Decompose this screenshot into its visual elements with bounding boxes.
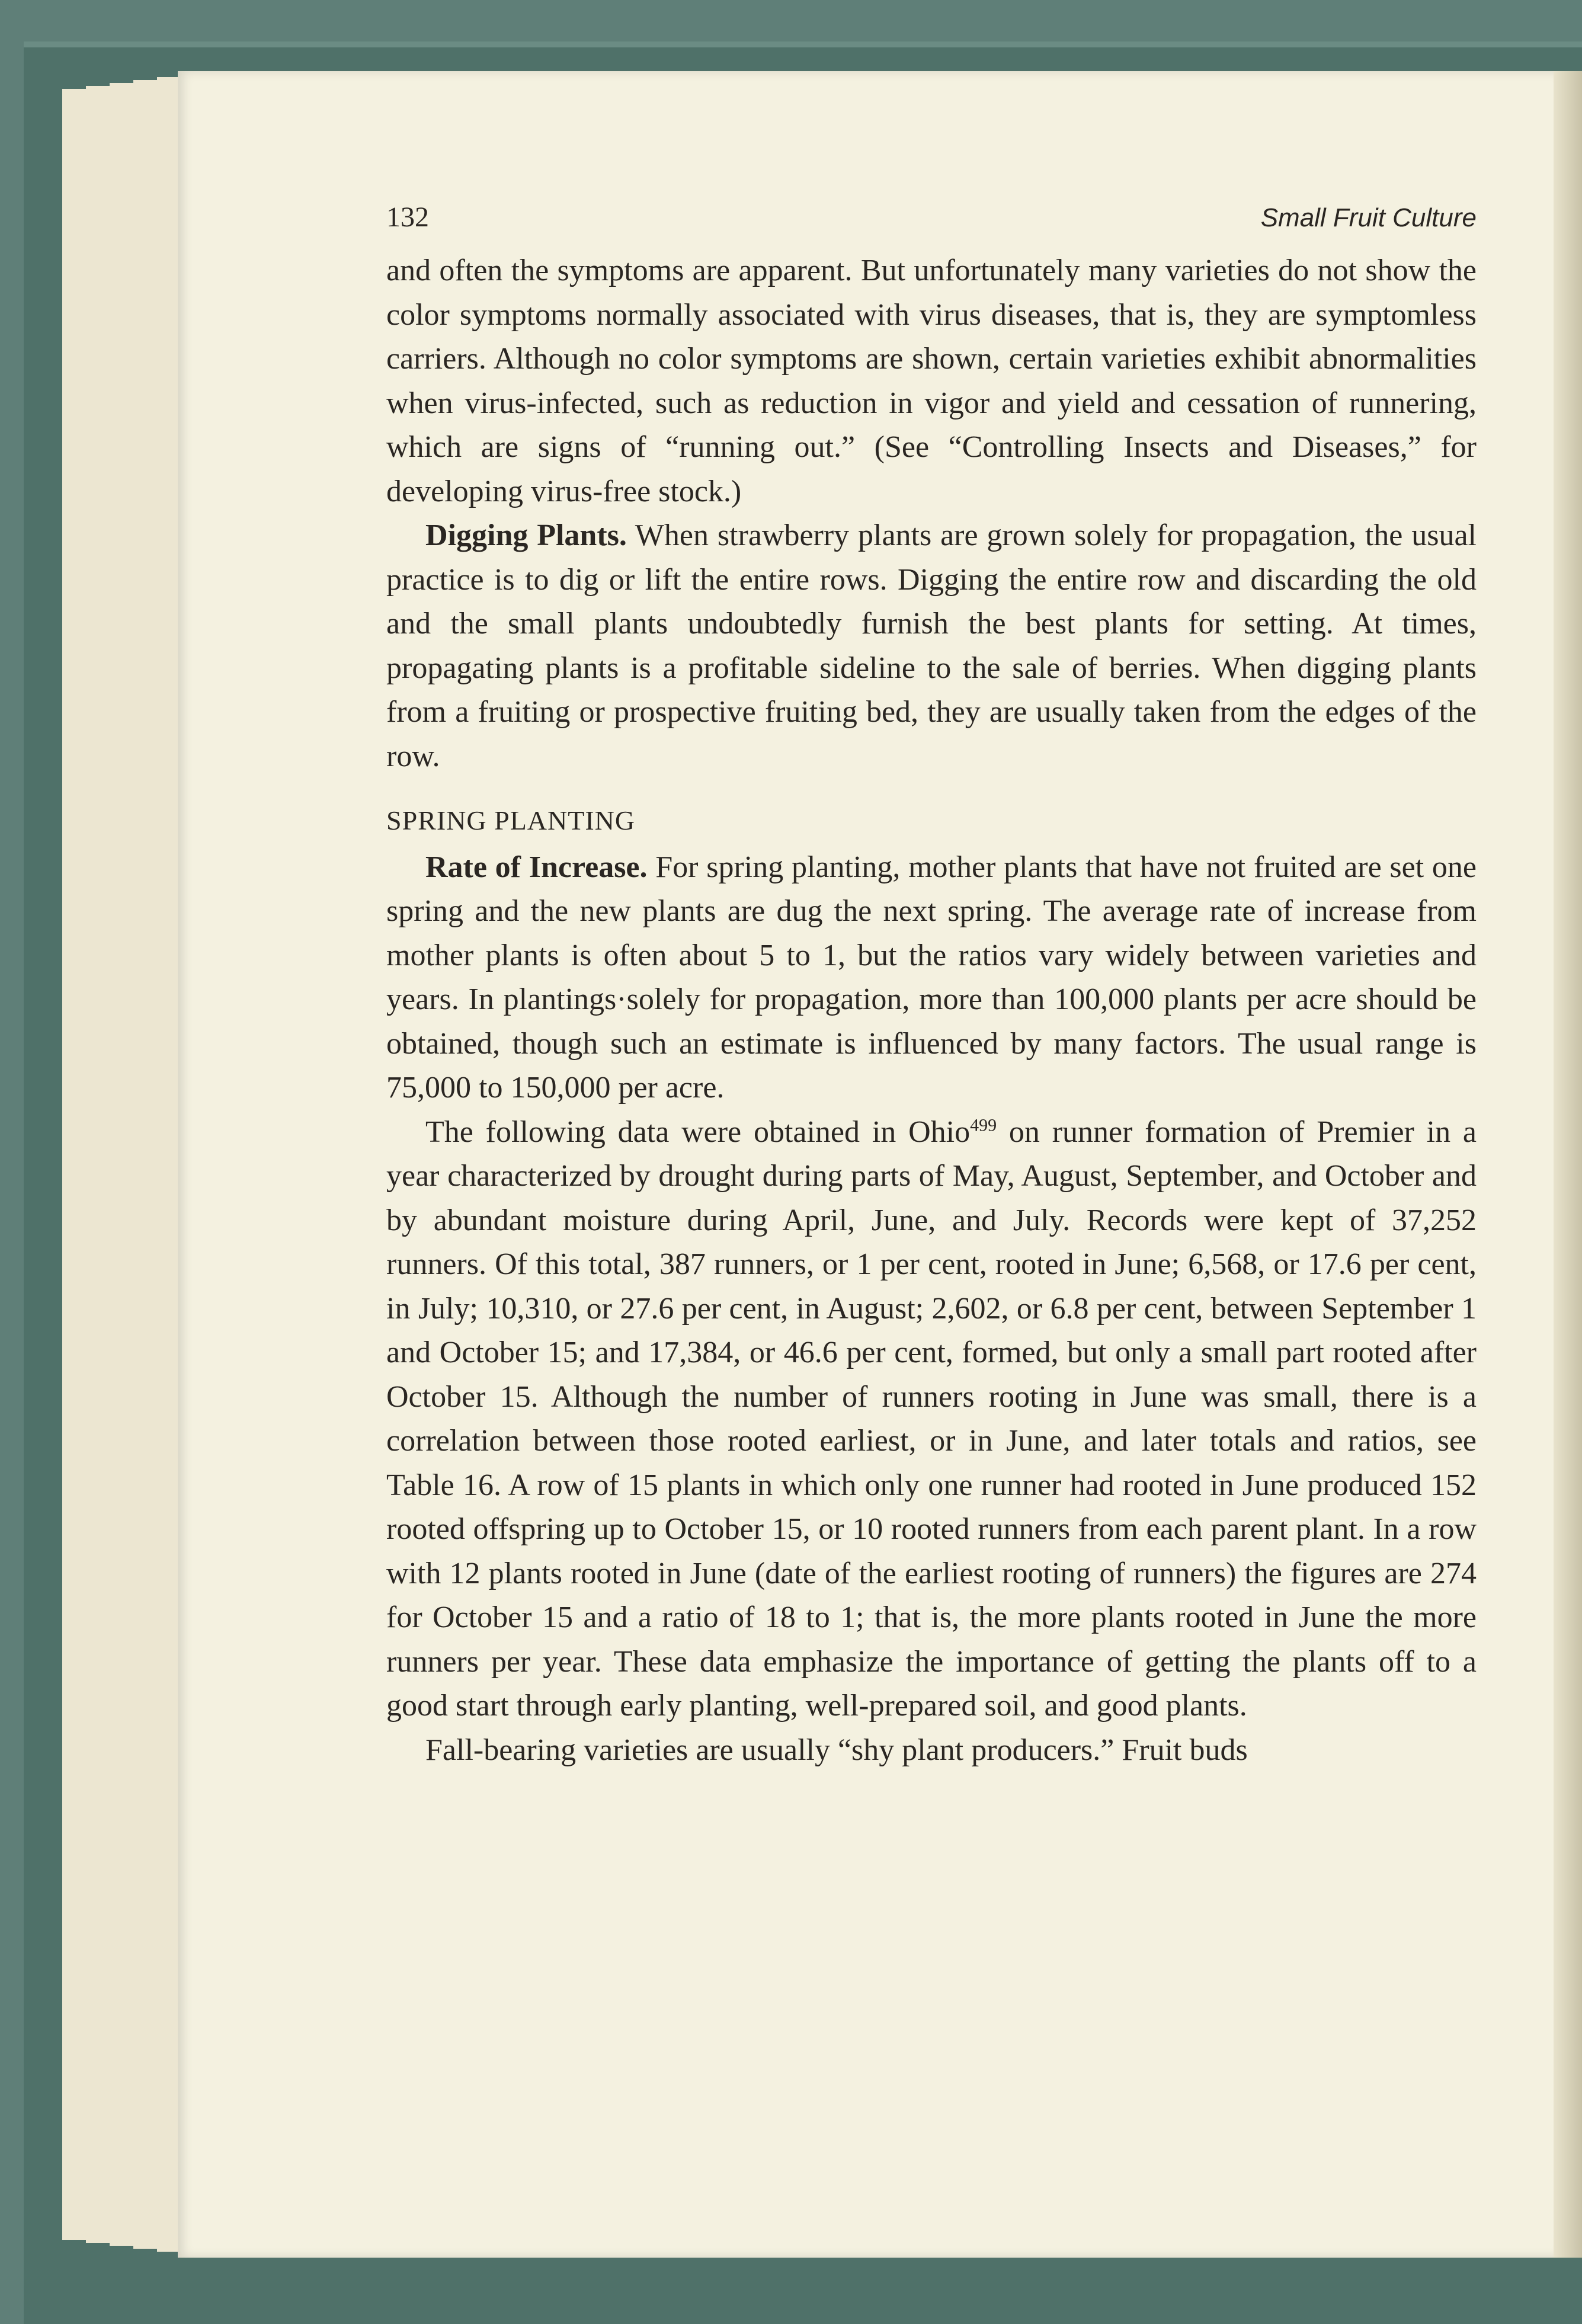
running-head — [386, 196, 1477, 249]
page-content — [386, 196, 1477, 1772]
footnote-reference: 499 — [970, 1115, 997, 1135]
paragraph-text: For spring planting, mother plants that have not fruited are set one spring and the new plants are dug the next spring. The average rate of increase from mother plants is often about 5 to 1, but the ratios vary widely between varieties and years. In plantings·solely for propagation, more than 100,000 plants per acre should be obtained, though such an estimate is influenced by many factors. The usual range is 75,000 to 150,000 per acre. — [386, 850, 1477, 1105]
page-edge — [62, 89, 87, 2240]
paragraph-fall-bearing — [386, 1728, 1477, 1773]
paragraph-rate-of-increase — [386, 846, 1477, 1110]
page-gutter — [1554, 71, 1582, 2258]
page-edge — [133, 80, 158, 2249]
page-edge — [86, 86, 111, 2243]
section-heading: SPRING PLANTING — [386, 805, 636, 836]
paragraph-text: The following data were obtained in Ohio — [425, 1115, 971, 1149]
paragraph-text: and often the symptoms are apparent. But unfortunately many varieties do not show the color symptoms normally associated with virus diseases, that is, they are symptomless carriers. Although no color symptoms are shown, certain varieties exhibit abnormalities when virus-infected, such as reduction in vigor and yield and cessation of runnering, which are signs of “running out.” (See “Controlling Insects and Diseases,” for developing virus-free stock.) — [386, 254, 1477, 508]
paragraph-ohio-data — [386, 1110, 1477, 1728]
paragraph-text: When strawberry plants are grown solely for propagation, the usual practice is to dig or lift the entire rows. Digging the entire row and discarding the old and the small plants undoubtedly furnish the best plants for setting. At times, propagating plants is a profitable sideline to the sale of berries. When digging plants from a fruiting or prospective fruiting bed, they are usually taken from the edges of the row. — [386, 518, 1477, 773]
run-in-heading: Digging Plants. — [425, 518, 627, 552]
run-in-heading: Rate of Increase. — [425, 850, 648, 884]
paragraph-text: Fall-bearing varieties are usually “shy plant producers.” Fruit buds — [425, 1733, 1248, 1767]
page-number: 132 — [386, 201, 429, 233]
running-title: Small Fruit Culture — [1260, 203, 1477, 232]
page-edge — [110, 83, 134, 2246]
paragraph-digging-plants — [386, 514, 1477, 779]
paragraph-text: on runner formation of Premier in a year characterized by drought during parts of May, August, September, and October and by abundant moisture during April, June, and July. Records were kept of 37,252 runners. Of this total, 387 runners, or 1 per cent, rooted in June; 6,568, or 17.6 per cent, in July; 10,310, or 27.6 per cent, in August; 2,602, or 6.8 per cent, between September 1 and October 15; and 17,384, or 46.6 per cent, formed, but only a small part rooted after October 15. Although the number of runners rooting in June was small, there is a correlation between those rooted earliest, or in June, and later totals and ratios, see Table 16. A row of 15 plants in which only one runner had rooted in June produced 152 rooted offspring up to October 15, or 10 rooted runners from each parent plant. In a row with 12 plants rooted in June (date of the earliest rooting of runners) the figures are 274 for October 15 and a ratio of 18 to 1; that is, the more plants rooted in June the more runners per year. These data emphasize the importance of getting the plants off to a good start through early planting, well-prepared soil, and good plants. — [386, 1115, 1477, 1723]
paragraph-virus — [386, 249, 1477, 514]
